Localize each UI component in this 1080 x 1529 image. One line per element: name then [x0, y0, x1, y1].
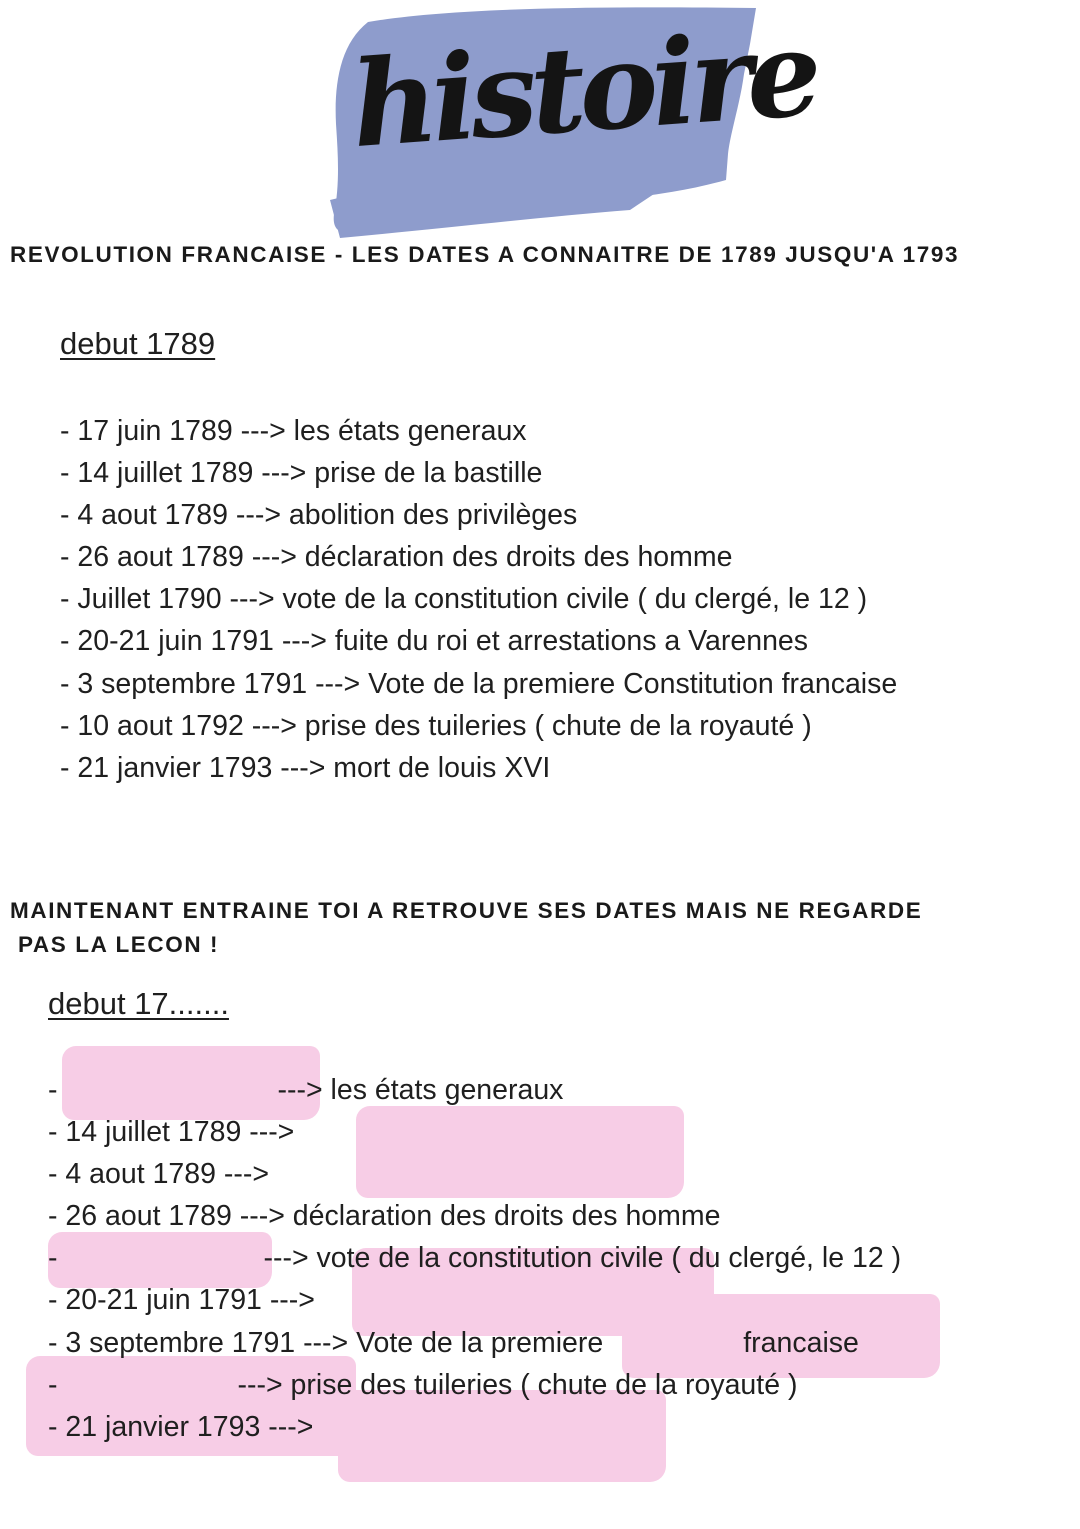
dates-list [60, 410, 897, 789]
list-item: - 3 septembre 1791 ---> Vote de la premiere Constitution francaise [60, 667, 898, 700]
section-subtitle: debut 1789 [60, 326, 216, 361]
list-item: - 14 juillet 1789 ---> prise de la bastille [60, 457, 543, 490]
main-heading: REVOLUTION FRANCAISE - LES DATES A CONNAITRE DE 1789 JUSQU'A 1793 [10, 242, 960, 267]
list-item: - 3 septembre 1791 ---> Vote de la premiere francaise [48, 1326, 859, 1359]
list-item: - 4 aout 1789 ---> abolition des privilèges [60, 499, 578, 532]
list-item: - 10 aout 1792 ---> prise des tuileries ( chute de la royauté ) [60, 709, 812, 742]
list-item: - ---> vote de la constitution civile ( du clergé, le 12 ) [48, 1242, 902, 1275]
list-item: - 17 juin 1789 ---> les états generaux [60, 415, 527, 447]
exercise-heading-line1: MAINTENANT ENTRAINE TOI A RETROUVE SES DATES MAIS NE REGARDE [10, 898, 923, 923]
list-item: - ---> les états generaux [48, 1074, 564, 1106]
list-item: - 14 juillet 1789 ---> [48, 1116, 295, 1149]
list-item: - 21 janvier 1793 ---> mort de louis XVI [60, 751, 551, 784]
list-item: - 20-21 juin 1791 ---> fuite du roi et arrestations a Varennes [60, 625, 809, 658]
page-title: histoire [347, 3, 821, 175]
list-item: - Juillet 1790 ---> vote de la constitution civile ( du clergé, le 12 ) [60, 583, 868, 616]
list-item: - 26 aout 1789 ---> déclaration des droits des homme [48, 1200, 721, 1233]
list-item: - ---> prise des tuileries ( chute de la royauté ) [48, 1368, 798, 1401]
list-item: - 26 aout 1789 ---> déclaration des droits des homme [60, 541, 733, 574]
list-item: - 20-21 juin 1791 ---> [48, 1284, 315, 1317]
list-item: - 21 janvier 1793 ---> [48, 1410, 314, 1443]
exercise-list [48, 1069, 901, 1448]
exercise-heading-line2: PAS LA LECON ! [18, 932, 220, 957]
list-item: - 4 aout 1789 ---> [48, 1158, 270, 1191]
exercise-subtitle: debut 17....... [48, 986, 229, 1021]
